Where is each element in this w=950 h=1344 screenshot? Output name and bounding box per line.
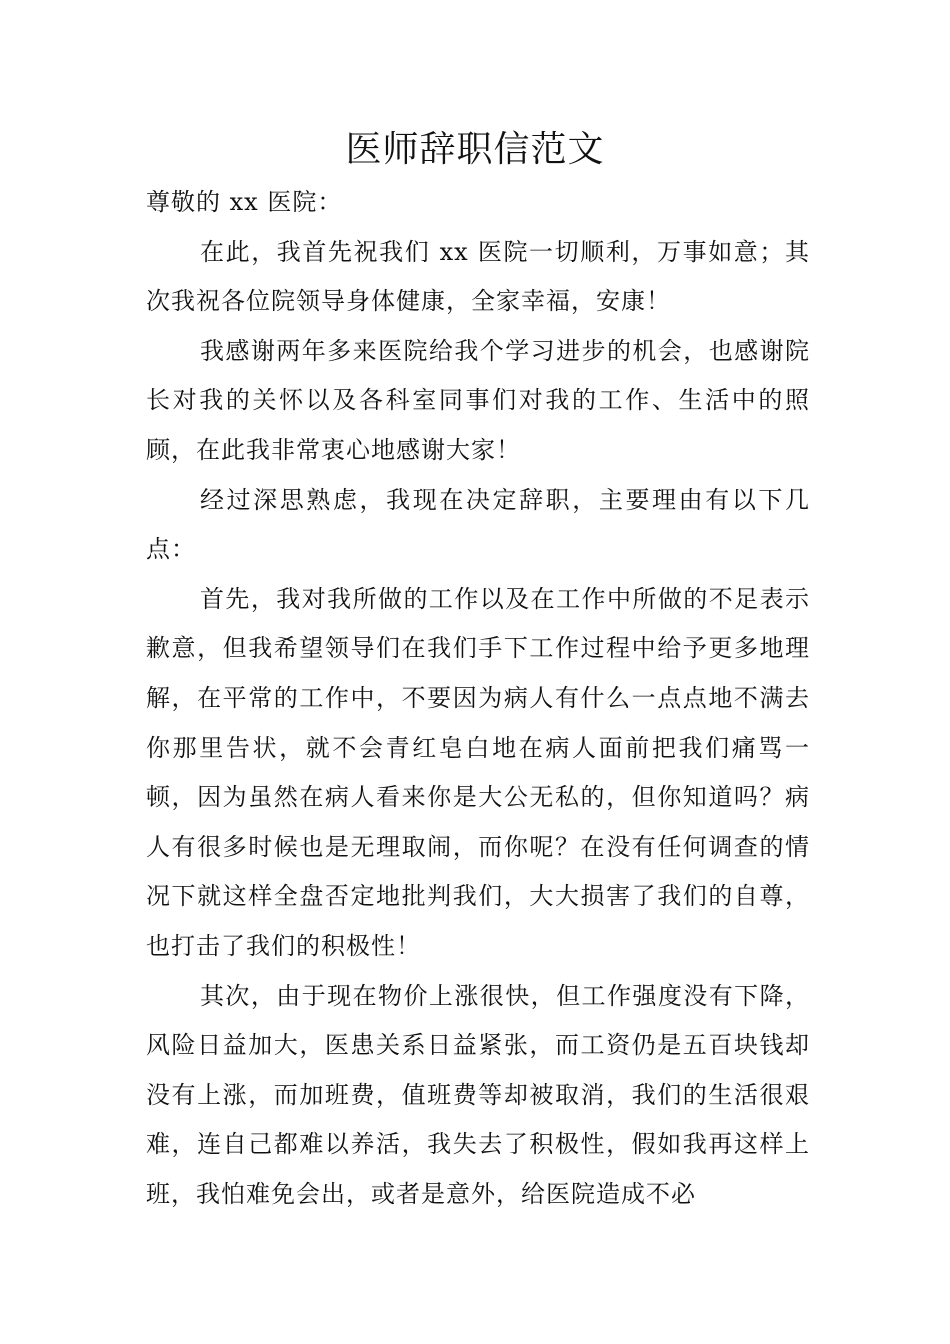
paragraph-decision: 经过深思熟虑，我现在决定辞职，主要理由有以下几点：: [146, 485, 810, 564]
salutation: 尊敬的 xx 医院：: [146, 188, 343, 216]
paragraph-reason-second: 其次，由于现在物价上涨很快，但工作强度没有下降，风险日益加大，医患关系日益紧张，而工资仍是五百块钱却没有上涨，而加班费，值班费等却被取消，我们的生活很艰难，连自己都难以养活，我失去了积极性，假如我再这样上班，我怕难免会出，或者是意外，给医院造成不必: [146, 981, 810, 1208]
letter-body: [146, 178, 810, 1219]
document-title: 医师辞职信范文: [345, 129, 605, 170]
paragraph-thanks: 我感谢两年多来医院给我个学习进步的机会，也感谢院长对我的关怀以及各科室同事们对我的工作、生活中的照顾，在此我非常衷心地感谢大家！: [146, 336, 810, 464]
paragraph-greeting: 在此，我首先祝我们 xx 医院一切顺利，万事如意；其次我祝各位院领导身体健康，全家幸福，安康！: [146, 237, 810, 316]
paragraph-reason-first: 首先，我对我所做的工作以及在工作中所做的不足表示歉意，但我希望领导们在我们手下工作过程中给予更多地理解，在平常的工作中，不要因为病人有什么一点点地不满去你那里告状，就不会青红皂白地在病人面前把我们痛骂一顿，因为虽然在病人看来你是大公无私的，但你知道吗？病人有很多时候也是无理取闹，而你呢？在没有任何调查的情况下就这样全盘否定地批判我们，大大损害了我们的自尊，也打击了我们的积极性！: [146, 584, 810, 960]
